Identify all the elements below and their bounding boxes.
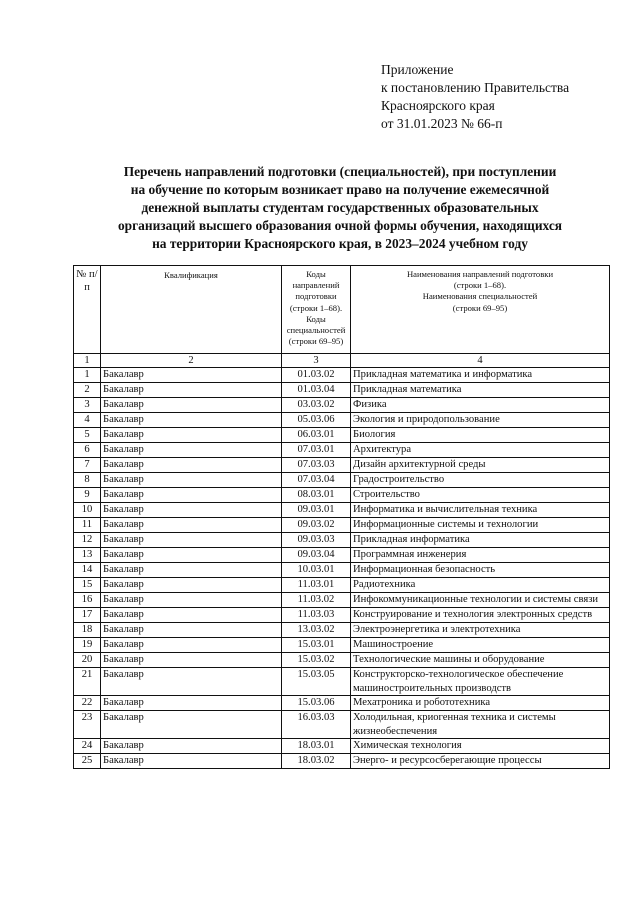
table-row [74,443,610,458]
table-row [74,623,610,638]
row-qualification: Бакалавр [101,623,282,638]
row-number: 11 [74,518,101,533]
row-qualification: Бакалавр [101,473,282,488]
row-code: 16.03.03 [282,711,351,739]
title-line: денежной выплаты студентам государственных образовательных [141,200,539,215]
row-name: Градостроительство [351,473,610,488]
table-row [74,548,610,563]
row-number: 16 [74,593,101,608]
row-qualification: Бакалавр [101,696,282,711]
table-row [74,428,610,443]
row-qualification: Бакалавр [101,518,282,533]
row-number: 17 [74,608,101,623]
row-number: 4 [74,413,101,428]
table-row [74,398,610,413]
row-number: 14 [74,563,101,578]
row-number: 13 [74,548,101,563]
title-line: на обучение по которым возникает право на получение ежемесячной [130,182,550,197]
row-number: 3 [74,398,101,413]
row-name: Прикладная математика и информатика [351,368,610,383]
row-name: Прикладная математика [351,383,610,398]
column-number: 3 [282,354,351,368]
row-name: Холодильная, криогенная техника и системы жизнеобеспечения [351,711,610,739]
title-line: организаций высшего образования очной формы обучения, находящихся [117,218,563,233]
table-row [74,473,610,488]
row-qualification: Бакалавр [101,711,282,739]
header-names [351,266,610,354]
row-code: 11.03.03 [282,608,351,623]
header-qualification: Квалификация [101,266,282,354]
directions-table [73,265,610,769]
header-names-line: (строки 1–68). [453,280,507,291]
row-number: 10 [74,503,101,518]
table-row [74,754,610,769]
row-name: Химическая технология [351,739,610,754]
row-number: 5 [74,428,101,443]
row-number: 25 [74,754,101,769]
header-number: № п/п [74,266,101,354]
row-code: 15.03.05 [282,668,351,696]
row-qualification: Бакалавр [101,653,282,668]
appendix-block [381,61,569,133]
row-qualification: Бакалавр [101,488,282,503]
table-row [74,578,610,593]
row-name: Машиностроение [351,638,610,653]
row-code: 13.03.02 [282,623,351,638]
row-name: Программная инженерия [351,548,610,563]
row-qualification: Бакалавр [101,578,282,593]
row-code: 09.03.01 [282,503,351,518]
row-name: Архитектура [351,443,610,458]
row-code: 15.03.01 [282,638,351,653]
row-qualification: Бакалавр [101,443,282,458]
row-qualification: Бакалавр [101,368,282,383]
header-names-line: (строки 69–95) [452,302,508,313]
row-number: 24 [74,739,101,754]
column-number-row [74,354,610,368]
row-code: 01.03.04 [282,383,351,398]
row-name: Физика [351,398,610,413]
column-number: 2 [101,354,282,368]
row-code: 08.03.01 [282,488,351,503]
row-qualification: Бакалавр [101,533,282,548]
table-row [74,518,610,533]
row-number: 20 [74,653,101,668]
row-code: 18.03.02 [282,754,351,769]
row-name: Информационная безопасность [351,563,610,578]
row-code: 15.03.06 [282,696,351,711]
header-codes: Коды направлений подготовки (строки 1–68). Коды специальностей (строки 69–95) [282,266,351,354]
table-row [74,668,610,696]
row-name: Дизайн архитектурной среды [351,458,610,473]
row-qualification: Бакалавр [101,593,282,608]
table-row [74,638,610,653]
row-qualification: Бакалавр [101,608,282,623]
row-number: 23 [74,711,101,739]
row-qualification: Бакалавр [101,638,282,653]
row-qualification: Бакалавр [101,413,282,428]
row-code: 09.03.04 [282,548,351,563]
row-code: 09.03.03 [282,533,351,548]
row-number: 19 [74,638,101,653]
row-qualification: Бакалавр [101,458,282,473]
table-row [74,563,610,578]
column-number: 4 [351,354,610,368]
row-qualification: Бакалавр [101,503,282,518]
row-code: 01.03.02 [282,368,351,383]
row-name: Инфокоммуникационные технологии и системы связи [351,593,610,608]
row-code: 11.03.02 [282,593,351,608]
row-name: Прикладная информатика [351,533,610,548]
row-qualification: Бакалавр [101,398,282,413]
table-row [74,533,610,548]
row-name: Мехатроника и робототехника [351,696,610,711]
row-code: 06.03.01 [282,428,351,443]
row-code: 09.03.02 [282,518,351,533]
table-row [74,608,610,623]
row-name: Биология [351,428,610,443]
table-header-row [74,266,610,354]
table-row [74,383,610,398]
row-qualification: Бакалавр [101,563,282,578]
row-qualification: Бакалавр [101,668,282,696]
row-code: 11.03.01 [282,578,351,593]
row-qualification: Бакалавр [101,754,282,769]
row-number: 8 [74,473,101,488]
row-name: Технологические машины и оборудование [351,653,610,668]
row-number: 2 [74,383,101,398]
row-code: 05.03.06 [282,413,351,428]
row-qualification: Бакалавр [101,428,282,443]
row-code: 07.03.01 [282,443,351,458]
row-name: Экология и природопользование [351,413,610,428]
table-row [74,711,610,739]
row-name: Электроэнергетика и электротехника [351,623,610,638]
row-number: 1 [74,368,101,383]
row-number: 21 [74,668,101,696]
table-row [74,458,610,473]
row-code: 18.03.01 [282,739,351,754]
appendix-line: Красноярского края [381,98,495,113]
row-qualification: Бакалавр [101,548,282,563]
table-row [74,739,610,754]
row-name: Информатика и вычислительная техника [351,503,610,518]
row-name: Конструирование и технология электронных средств [351,608,610,623]
table-row [74,413,610,428]
row-number: 6 [74,443,101,458]
row-code: 10.03.01 [282,563,351,578]
title-line: Перечень направлений подготовки (специальностей), при поступлении [123,164,557,179]
row-number: 15 [74,578,101,593]
table-row [74,488,610,503]
row-number: 7 [74,458,101,473]
row-name: Информационные системы и технологии [351,518,610,533]
row-code: 07.03.03 [282,458,351,473]
table-row [74,503,610,518]
table-row [74,696,610,711]
appendix-line: к постановлению Правительства [381,80,570,95]
row-number: 18 [74,623,101,638]
header-names-line: Наименования специальностей [422,291,538,302]
row-name: Энерго- и ресурсосберегающие процессы [351,754,610,769]
table-row [74,653,610,668]
row-qualification: Бакалавр [101,383,282,398]
column-number: 1 [74,354,101,368]
document-title [60,163,620,253]
table-row [74,593,610,608]
row-code: 07.03.04 [282,473,351,488]
row-code: 15.03.02 [282,653,351,668]
row-number: 9 [74,488,101,503]
row-code: 03.03.02 [282,398,351,413]
table-body [74,368,610,769]
row-name: Строительство [351,488,610,503]
row-number: 22 [74,696,101,711]
row-qualification: Бакалавр [101,739,282,754]
table-row [74,368,610,383]
row-number: 12 [74,533,101,548]
appendix-line: от 31.01.2023 № 66-п [381,116,503,131]
row-name: Радиотехника [351,578,610,593]
row-name: Конструкторско-технологическое обеспечение машиностроительных производств [351,668,610,696]
header-names-line: Наименования направлений подготовки [406,269,554,279]
appendix-line: Приложение [381,62,454,77]
title-line: на территории Красноярского края, в 2023–2024 учебном году [152,236,528,251]
